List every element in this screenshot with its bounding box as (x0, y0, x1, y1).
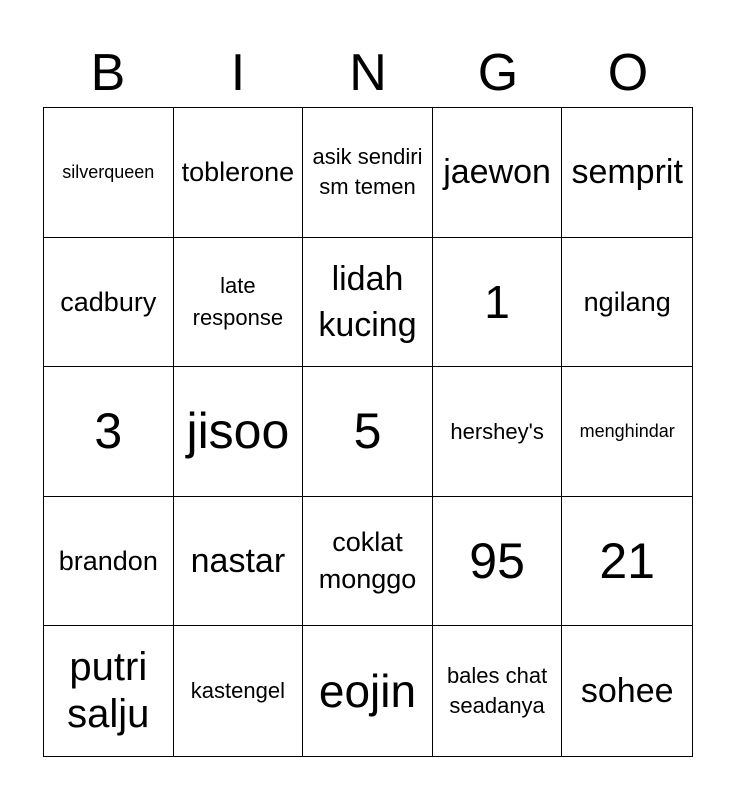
cell-label: nastar (190, 541, 286, 580)
cell-label: semprit (571, 153, 683, 192)
cell-label: asik sendiri sm temen (312, 143, 423, 200)
bingo-cell-r4c2[interactable] (174, 497, 304, 627)
bingo-cell-r1c3[interactable] (303, 108, 433, 238)
cell-label: 21 (599, 532, 655, 589)
bingo-cell-r1c2[interactable] (174, 108, 304, 238)
cell-label: jisoo (186, 402, 290, 459)
cell-label: putri salju (67, 645, 150, 737)
bingo-board (43, 107, 693, 757)
bingo-cell-r3c5[interactable] (562, 367, 692, 497)
bingo-cell-r4c4[interactable] (433, 497, 563, 627)
bingo-cell-r5c3[interactable] (303, 626, 433, 756)
bingo-cell-r2c1[interactable] (44, 238, 174, 368)
bingo-cell-r2c5[interactable] (562, 238, 692, 368)
cell-label: coklat monggo (318, 526, 417, 595)
bingo-cell-r4c1[interactable] (44, 497, 174, 627)
cell-label: menghindar (579, 420, 675, 441)
header-letter-g: G (477, 44, 519, 102)
cell-label: 3 (94, 402, 123, 459)
bingo-header (43, 38, 693, 108)
bingo-cell-r3c4[interactable] (433, 367, 563, 497)
bingo-cell-r1c5[interactable] (562, 108, 692, 238)
cell-label: kastengel (190, 678, 285, 704)
bingo-cell-r5c1[interactable] (44, 626, 174, 756)
bingo-cell-r2c4[interactable] (433, 238, 563, 368)
header-letter-o: O (607, 44, 649, 102)
bingo-cell-r3c3[interactable] (303, 367, 433, 497)
cell-label: eojin (318, 664, 417, 717)
bingo-cell-r5c2[interactable] (174, 626, 304, 756)
bingo-cell-r4c5[interactable] (562, 497, 692, 627)
header-letter-n: N (349, 44, 387, 102)
bingo-cell-r5c5[interactable] (562, 626, 692, 756)
cell-label: 5 (353, 402, 382, 459)
cell-label: toblerone (181, 157, 295, 188)
header-letter-b: B (90, 44, 126, 102)
bingo-cell-r2c2[interactable] (174, 238, 304, 368)
bingo-cell-r3c2[interactable] (174, 367, 304, 497)
cell-label: ngilang (583, 286, 671, 317)
bingo-cell-r1c1[interactable] (44, 108, 174, 238)
header-letter-i: I (230, 44, 246, 102)
cell-label: late response (192, 273, 284, 330)
bingo-cell-r1c4[interactable] (433, 108, 563, 238)
cell-label: hershey's (450, 418, 544, 444)
bingo-cell-r2c3[interactable] (303, 238, 433, 368)
cell-label: cadbury (60, 286, 157, 317)
cell-label: 1 (484, 275, 510, 328)
bingo-cell-r5c4[interactable] (433, 626, 563, 756)
cell-label: sohee (580, 672, 674, 711)
cell-label: silverqueen (62, 161, 155, 182)
cell-label: jaewon (443, 153, 551, 192)
bingo-cell-r4c3[interactable] (303, 497, 433, 627)
bingo-cell-r3c1[interactable] (44, 367, 174, 497)
cell-label: 95 (469, 532, 525, 589)
cell-label: lidah kucing (318, 259, 417, 344)
cell-label: bales chat seadanya (446, 662, 548, 719)
cell-label: brandon (58, 545, 158, 576)
